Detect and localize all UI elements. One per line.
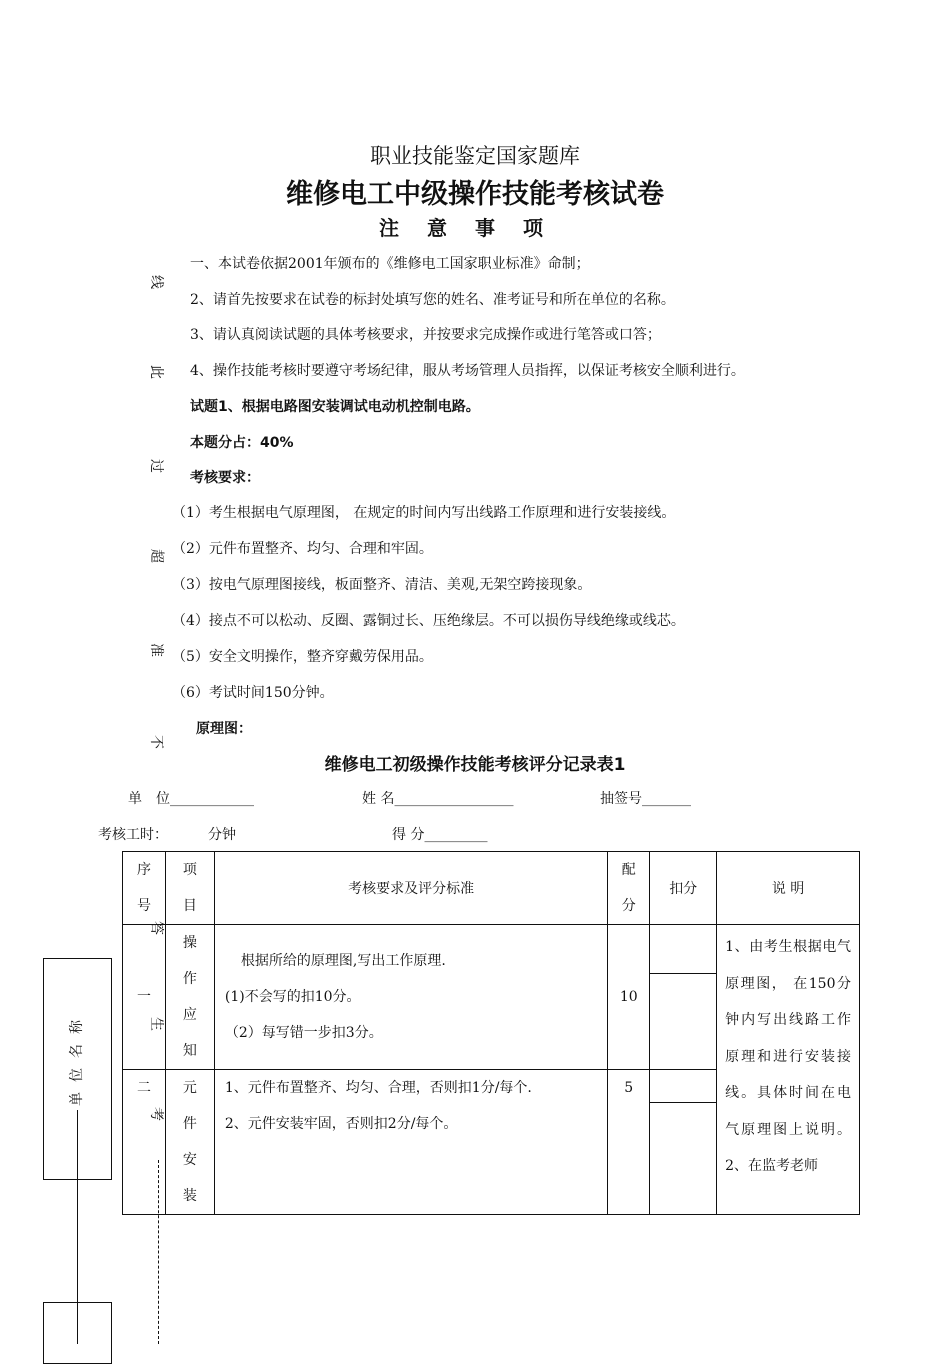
notice-3: 3、请认真阅读试题的具体考核要求，并按要求完成操作或进行笔答或口答； xyxy=(190,327,661,343)
row2-deduct xyxy=(650,1070,717,1215)
form-title: 维修电工初级操作技能考核评分记录表1 xyxy=(324,755,626,775)
question-title: 试题1、根据电路图安装调试电动机控制电路。 xyxy=(190,399,480,415)
row1-item: 操 作 应 知 xyxy=(165,925,214,1070)
margin-char-ci: 此 xyxy=(148,365,164,379)
name-field: 姓 名_________________ xyxy=(362,791,514,807)
row2-item: 元 件 安 装 xyxy=(165,1070,214,1215)
margin-char-sheng: 生 xyxy=(148,1017,164,1031)
exam-bank-title: 职业技能鉴定国家题库 xyxy=(370,144,580,168)
row2-criteria: 1、元件布置整齐、均匀、合理，否则扣1分/每个. 2、元件安装牢固，否则扣2分/每个。 xyxy=(214,1070,607,1215)
requirement-5: （5）安全文明操作，整齐穿戴劳保用品。 xyxy=(172,649,433,665)
row2-points: 5 xyxy=(608,1070,650,1215)
bottom-box xyxy=(43,1302,112,1364)
requirement-3: （3）按电气原理图接线，板面整齐、清洁、美观,无架空跨接现象。 xyxy=(172,577,592,593)
row1-seq: 一 xyxy=(123,925,166,1070)
requirement-2: （2）元件布置整齐、均匀、合理和牢固。 xyxy=(172,541,433,557)
question-score: 本题分占：40% xyxy=(190,435,294,451)
score-field: 得 分_________ xyxy=(392,827,488,843)
row1-deduct xyxy=(650,925,717,1070)
exam-time-unit: 分钟 xyxy=(208,827,236,843)
exam-time-label: 考核工时： xyxy=(98,827,168,843)
header-points: 配 分 xyxy=(608,852,650,925)
margin-char-chao: 超 xyxy=(148,549,164,563)
margin-char-bu: 不 xyxy=(148,735,164,749)
header-note: 说 明 xyxy=(717,852,860,925)
requirements-label: 考核要求： xyxy=(190,470,260,486)
requirement-6: （6）考试时间150分钟。 xyxy=(172,685,334,701)
margin-char-da: 答 xyxy=(148,921,164,935)
table-row xyxy=(123,925,860,1070)
header-criteria: 考核要求及评分标准 xyxy=(214,852,607,925)
row2-seq: 二 xyxy=(123,1070,166,1215)
row1-points: 10 xyxy=(608,925,650,1070)
margin-char-zhun: 准 xyxy=(148,643,164,657)
notice-4: 4、操作技能考核时要遵守考场纪律，服从考场管理人员指挥，以保证考核安全顺利进行。 xyxy=(190,363,745,379)
note-cell: 1、由考生根据电气原理图， 在150分钟内写出线路工作原理和进行安装接线。具体时间在电气原理图上说明。2、在监考老师 xyxy=(717,925,860,1215)
notice-heading: 注意事项 xyxy=(379,216,571,240)
header-item: 项 目 xyxy=(165,852,214,925)
notice-2: 2、请首先按要求在试卷的标封处填写您的姓名、准考证号和所在单位的名称。 xyxy=(190,292,675,308)
margin-char-guo: 过 xyxy=(148,459,164,473)
table-header-row xyxy=(123,852,860,925)
notice-1: 一、本试卷依据2001年颁布的《维修电工国家职业标准》命制； xyxy=(190,256,590,272)
scoring-table xyxy=(122,851,860,1215)
exam-title: 维修电工中级操作技能考核试卷 xyxy=(286,179,664,210)
unit-field: 单 位____________ xyxy=(128,791,254,807)
margin-char-xian: 线 xyxy=(148,275,164,289)
header-seq: 序 号 xyxy=(123,852,166,925)
header-deduct: 扣分 xyxy=(650,852,717,925)
row1-criteria: 根据所给的原理图,写出工作原理. (1)不会写的扣10分。 （2）每写错一步扣3分。 xyxy=(214,925,607,1070)
draw-number-field: 抽签号_______ xyxy=(600,791,691,807)
diagram-label: 原理图： xyxy=(196,721,252,737)
requirement-1: （1）考生根据电气原理图， 在规定的时间内写出线路工作原理和进行安装接线。 xyxy=(172,505,676,521)
unit-name-label: 单位名称 xyxy=(69,1010,85,1106)
requirement-4: （4）接点不可以松动、反圈、露铜过长、压绝缘层。不可以损伤导线绝缘或线芯。 xyxy=(172,613,685,629)
margin-char-kao: 考 xyxy=(148,1107,164,1121)
